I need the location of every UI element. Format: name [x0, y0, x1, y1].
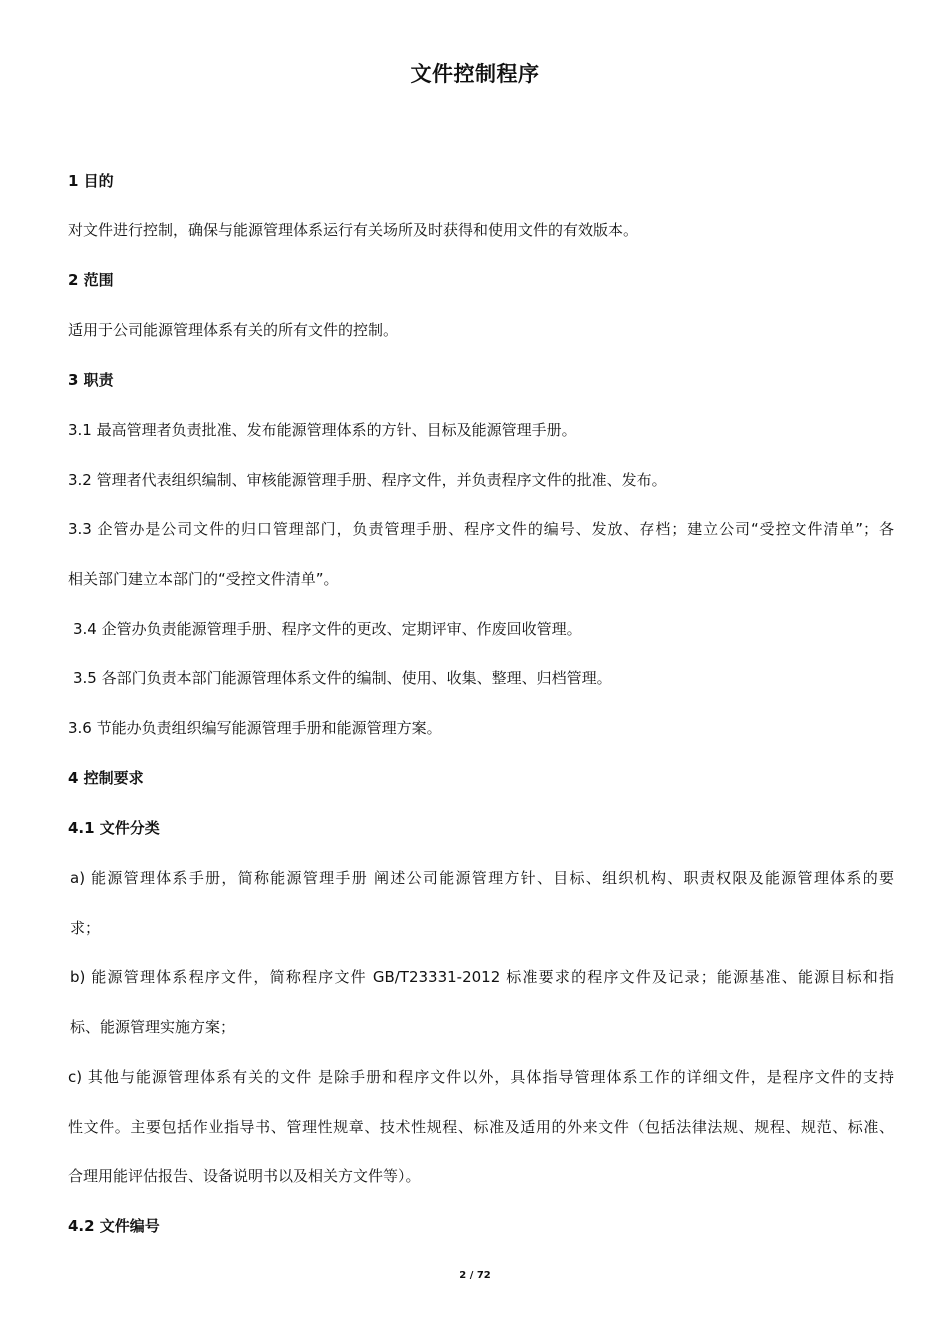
paragraph-3-4: 3.4 企管办负责能源管理手册、程序文件的更改、定期评审、作废回收管理。 [73, 620, 582, 638]
section-heading-control-requirements: 4 控制要求 [68, 769, 144, 787]
section-heading-responsibilities: 3 职责 [68, 371, 114, 389]
item-c-line-1: c) 其他与能源管理体系有关的文件 是除手册和程序文件以外，具体指导管理体系工作的详细文件，是程序文件的支持 [68, 1068, 894, 1086]
section-heading-scope: 2 范围 [68, 271, 114, 289]
item-a-line-2: 求； [70, 919, 101, 937]
subsection-heading-4-1: 4.1 文件分类 [68, 819, 160, 837]
paragraph-scope: 适用于公司能源管理体系有关的所有文件的控制。 [68, 321, 399, 339]
paragraph-3-1: 3.1 最高管理者负责批准、发布能源管理体系的方针、目标及能源管理手册。 [68, 421, 577, 439]
section-heading-purpose: 1 目的 [68, 172, 114, 190]
document-title: 文件控制程序 [410, 62, 540, 86]
item-a-line-1: a) 能源管理体系手册，简称能源管理手册 阐述公司能源管理方针、目标、组织机构、职责权限及能源管理体系的要 [70, 869, 894, 887]
item-c-line-3: 合理用能评估报告、设备说明书以及相关方文件等）。 [68, 1167, 421, 1185]
paragraph-3-5: 3.5 各部门负责本部门能源管理体系文件的编制、使用、收集、整理、归档管理。 [73, 669, 612, 687]
paragraph-3-3-line-1: 3.3 企管办是公司文件的归口管理部门，负责管理手册、程序文件的编号、发放、存档；建立公司“受控文件清单”；各 [68, 520, 894, 538]
paragraph-3-2: 3.2 管理者代表组织编制、审核能源管理手册、程序文件，并负责程序文件的批准、发布。 [68, 471, 667, 489]
paragraph-purpose: 对文件进行控制，确保与能源管理体系运行有关场所及时获得和使用文件的有效版本。 [68, 221, 639, 239]
paragraph-3-6: 3.6 节能办负责组织编写能源管理手册和能源管理方案。 [68, 719, 442, 737]
subsection-heading-4-2: 4.2 文件编号 [68, 1217, 160, 1235]
item-b-line-2: 标、能源管理实施方案； [70, 1018, 236, 1036]
item-b-line-1: b) 能源管理体系程序文件，简称程序文件 GB/T23331-2012 标准要求的程序文件及记录；能源基准、能源目标和指 [70, 968, 894, 986]
page-number: 2 / 72 [459, 1270, 491, 1281]
item-c-line-2: 性文件。主要包括作业指导书、管理性规章、技术性规程、标准及适用的外来文件（包括法律法规、规程、规范、标准、 [68, 1118, 894, 1136]
paragraph-3-3-line-2: 相关部门建立本部门的“受控文件清单”。 [68, 570, 339, 588]
